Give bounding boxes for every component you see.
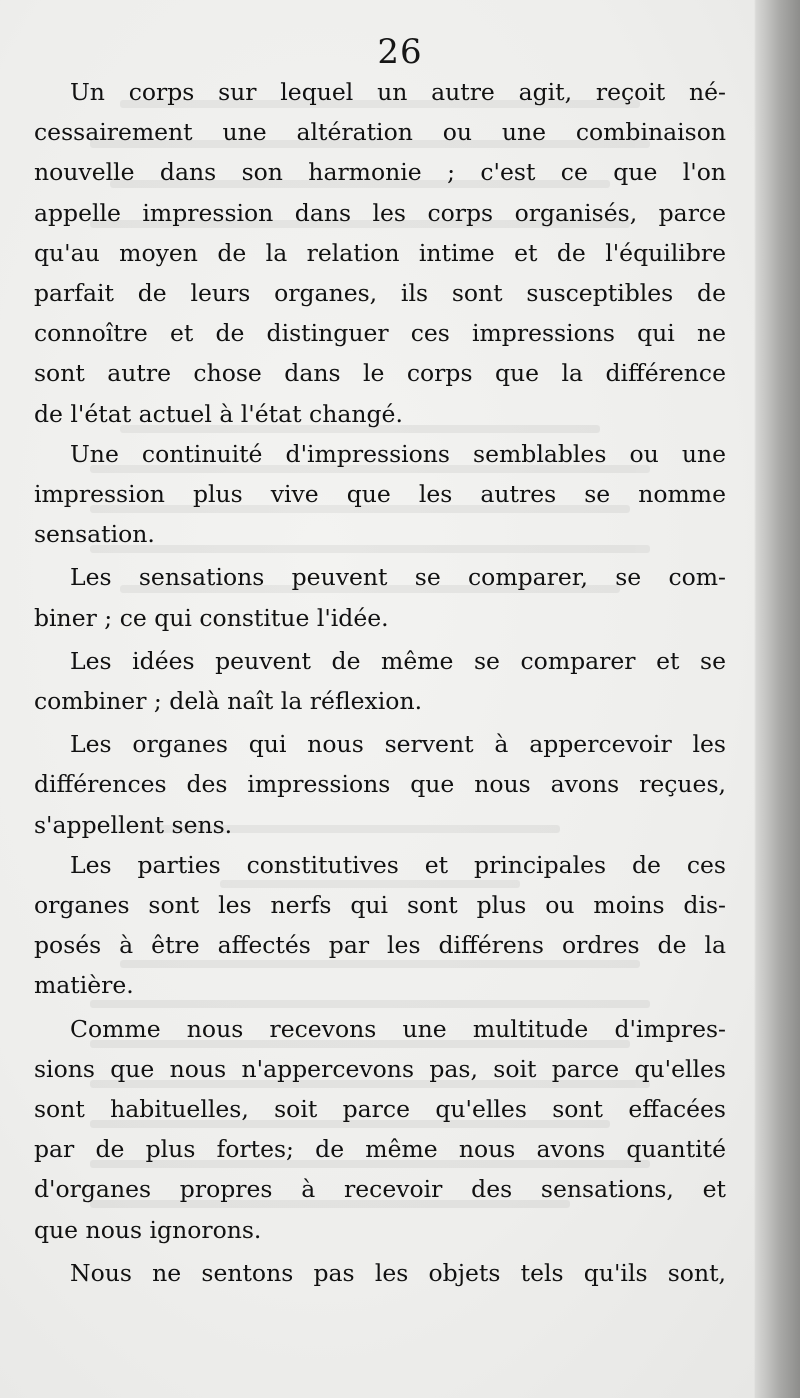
text-line: connoître et de distinguer ces impressions qui ne (34, 319, 726, 348)
text-line: impression plus vive que les autres se nomme (34, 480, 726, 509)
paragraph (34, 1009, 726, 1250)
paragraph (34, 845, 726, 1006)
text-line: nouvelle dans son harmonie ; c'est ce que l'on (34, 158, 726, 187)
paragraph (34, 641, 726, 721)
page-number: 26 (377, 32, 423, 72)
paragraph (34, 557, 726, 637)
paragraph (34, 724, 726, 845)
text-line: sont habituelles, soit parce qu'elles sont effacées (34, 1095, 726, 1124)
text-line: cessairement une altération ou une combinaison (34, 118, 726, 147)
text-line: Les organes qui nous servent à appercevoir les (70, 730, 726, 759)
text-line: posés à être affectés par les différens ordres de la (34, 931, 726, 960)
text-line: sensation. (34, 520, 155, 549)
text-line: sions que nous n'appercevons pas, soit parce qu'elles (34, 1054, 726, 1083)
text-line: que nous ignorons. (34, 1215, 262, 1244)
text-line: Une continuité d'impressions semblables ou une (70, 439, 726, 468)
text-line: matière. (34, 971, 134, 1000)
text-line: Les parties constitutives et principales de ces (70, 850, 726, 879)
text-line: s'appellent sens. (34, 810, 233, 839)
text-line: Les sensations peuvent se comparer, se com- (70, 563, 726, 592)
text-line: différences des impressions que nous avons reçues, (34, 770, 726, 799)
text-line: combiner ; delà naît la réflexion. (34, 687, 423, 716)
paragraph (34, 434, 726, 555)
text-line: Nous ne sentons pas les objets tels qu'ils sont, (70, 1258, 726, 1287)
text-line: de l'état actuel à l'état changé. (34, 399, 403, 428)
text-line: Comme nous recevons une multitude d'impres- (70, 1014, 726, 1043)
paragraph (34, 72, 726, 434)
text-line: Les idées peuvent de même se comparer et se (70, 646, 726, 675)
text-line: appelle impression dans les corps organisés, parce (34, 198, 726, 227)
paragraph (34, 1253, 726, 1293)
text-line: Un corps sur lequel un autre agit, reçoit né- (70, 78, 726, 106)
book-gutter (756, 0, 800, 1398)
text-line: parfait de leurs organes, ils sont susceptibles de (34, 279, 726, 308)
text-line: biner ; ce qui constitue l'idée. (34, 603, 389, 632)
text-line: par de plus fortes; de même nous avons quantité (34, 1135, 726, 1164)
text-line: sont autre chose dans le corps que la différence (34, 359, 726, 388)
text-line: qu'au moyen de la relation intime et de l'équilibre (34, 238, 726, 267)
body-text (34, 72, 726, 1293)
text-line: organes sont les nerfs qui sont plus ou moins dis- (34, 891, 726, 920)
text-line: d'organes propres à recevoir des sensations, et (34, 1175, 726, 1204)
